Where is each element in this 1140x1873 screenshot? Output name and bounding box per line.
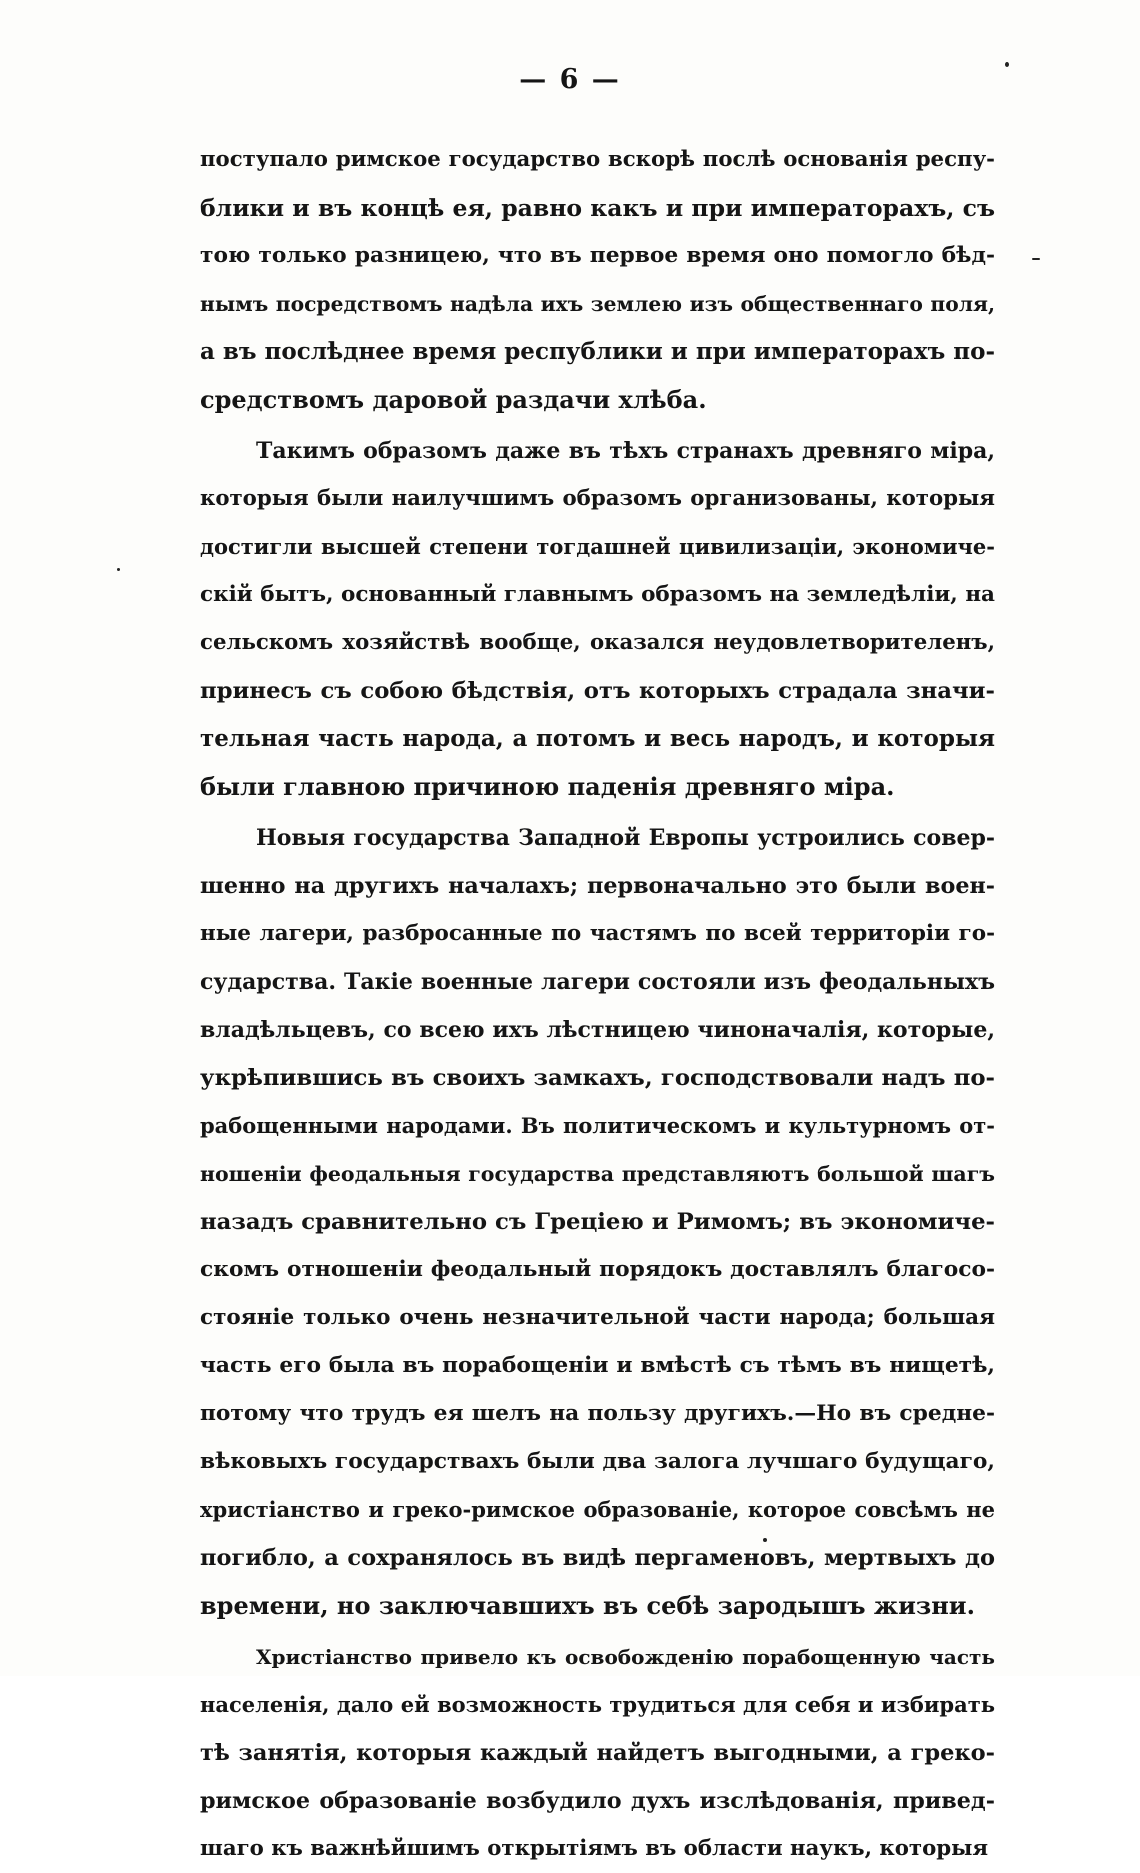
text-line: владѣльцевъ, со всею ихъ лѣстницею чиноначалія, которые, — [200, 1017, 995, 1043]
text-line: христіанство и греко-римское образованіе, которое совсѣмъ не — [200, 1497, 995, 1522]
text-line: населенія, дало ей возможность трудиться для себя и избирать — [200, 1692, 995, 1717]
text-line: Христіанство привело къ освобожденію порабощенную часть — [256, 1645, 995, 1669]
text-line: назадъ сравнительно съ Греціею и Римомъ; въ экономиче- — [200, 1209, 995, 1235]
paragraph — [200, 136, 995, 424]
scan-speck — [1005, 62, 1009, 67]
scan-speck — [1032, 258, 1040, 260]
text-line: потому что трудъ ея шелъ на пользу другихъ.—Но въ средне- — [200, 1401, 995, 1426]
paragraph — [200, 427, 995, 811]
text-line: достигли высшей степени тогдашней цивилизаціи, экономиче- — [200, 534, 995, 559]
text-line: стояніе только очень незначительной части народа; большая — [200, 1305, 995, 1330]
text-line: тою только разницею, что въ первое время оно помогло бѣд- — [200, 243, 995, 268]
scan-speck — [117, 568, 120, 571]
text-line: блики и въ концѣ ея, равно какъ и при императорахъ, съ — [200, 194, 995, 222]
text-line: которыя были наилучшимъ образомъ организованы, которыя — [200, 486, 995, 511]
text-line: ные лагери, разбросанные по частямъ по всей территоріи го- — [200, 921, 995, 946]
text-line: шаго къ важнѣйшимъ открытіямъ въ области наукъ, которыя — [200, 1836, 989, 1861]
text-line: Новыя государства Западной Европы устроились совер- — [256, 825, 995, 851]
text-line: укрѣпившись въ своихъ замкахъ, господствовали надъ по- — [200, 1065, 995, 1091]
text-line: вѣковыхъ государствахъ были два залога лучшаго будущаго, — [200, 1449, 995, 1474]
text-line: Такимъ образомъ даже въ тѣхъ странахъ древняго міра, — [256, 438, 995, 464]
text-line: поступало римское государство вскорѣ послѣ основанія респу- — [200, 147, 995, 172]
paragraph — [200, 814, 995, 1630]
text-line: нымъ посредствомъ надѣла ихъ землею изъ общественнаго поля, — [200, 292, 995, 316]
page-number: — 6 — — [519, 64, 621, 95]
paragraph — [200, 1633, 995, 1873]
text-line: погибло, а сохранялось въ видѣ пергаменовъ, мертвыхъ до — [200, 1545, 995, 1571]
text-line: принесъ съ собою бѣдствія, отъ которыхъ страдала значи- — [200, 678, 995, 704]
text-line: часть его была въ порабощеніи и вмѣстѣ съ тѣмъ въ нищетѣ, — [200, 1353, 995, 1378]
text-line: времени, но заключавшихъ въ себѣ зародышъ жизни. — [200, 1591, 975, 1620]
body-text — [200, 136, 995, 1873]
text-line: а въ послѣднее время республики и при императорахъ по- — [200, 338, 995, 365]
text-line: рабощенными народами. Въ политическомъ и культурномъ от- — [200, 1113, 995, 1138]
text-line: средствомъ даровой раздачи хлѣба. — [200, 385, 707, 414]
text-line: тельная часть народа, а потомъ и весь народъ, и которыя — [200, 725, 995, 752]
text-line: тѣ занятія, которыя каждый найдетъ выгодными, а греко- — [200, 1740, 995, 1766]
text-line: сударства. Такіе военные лагери состояли изъ феодальныхъ — [200, 969, 995, 995]
text-line: скій бытъ, основанный главнымъ образомъ на земледѣліи, на — [200, 582, 995, 607]
text-line: были главною причиною паденія древняго міра. — [200, 772, 895, 801]
text-line: скомъ отношеніи феодальный порядокъ доставлялъ благосо- — [200, 1257, 995, 1282]
text-line: римское образованіе возбудило духъ изслѣдованія, привед- — [200, 1788, 995, 1814]
text-line: ношеніи феодальныя государства представляютъ большой шагъ — [200, 1162, 995, 1186]
text-line: сельскомъ хозяйствѣ вообще, оказался неудовлетворителенъ, — [200, 630, 995, 655]
scan-speck — [763, 1538, 767, 1542]
text-line: шенно на другихъ началахъ; первоначально это были воен- — [200, 873, 995, 899]
